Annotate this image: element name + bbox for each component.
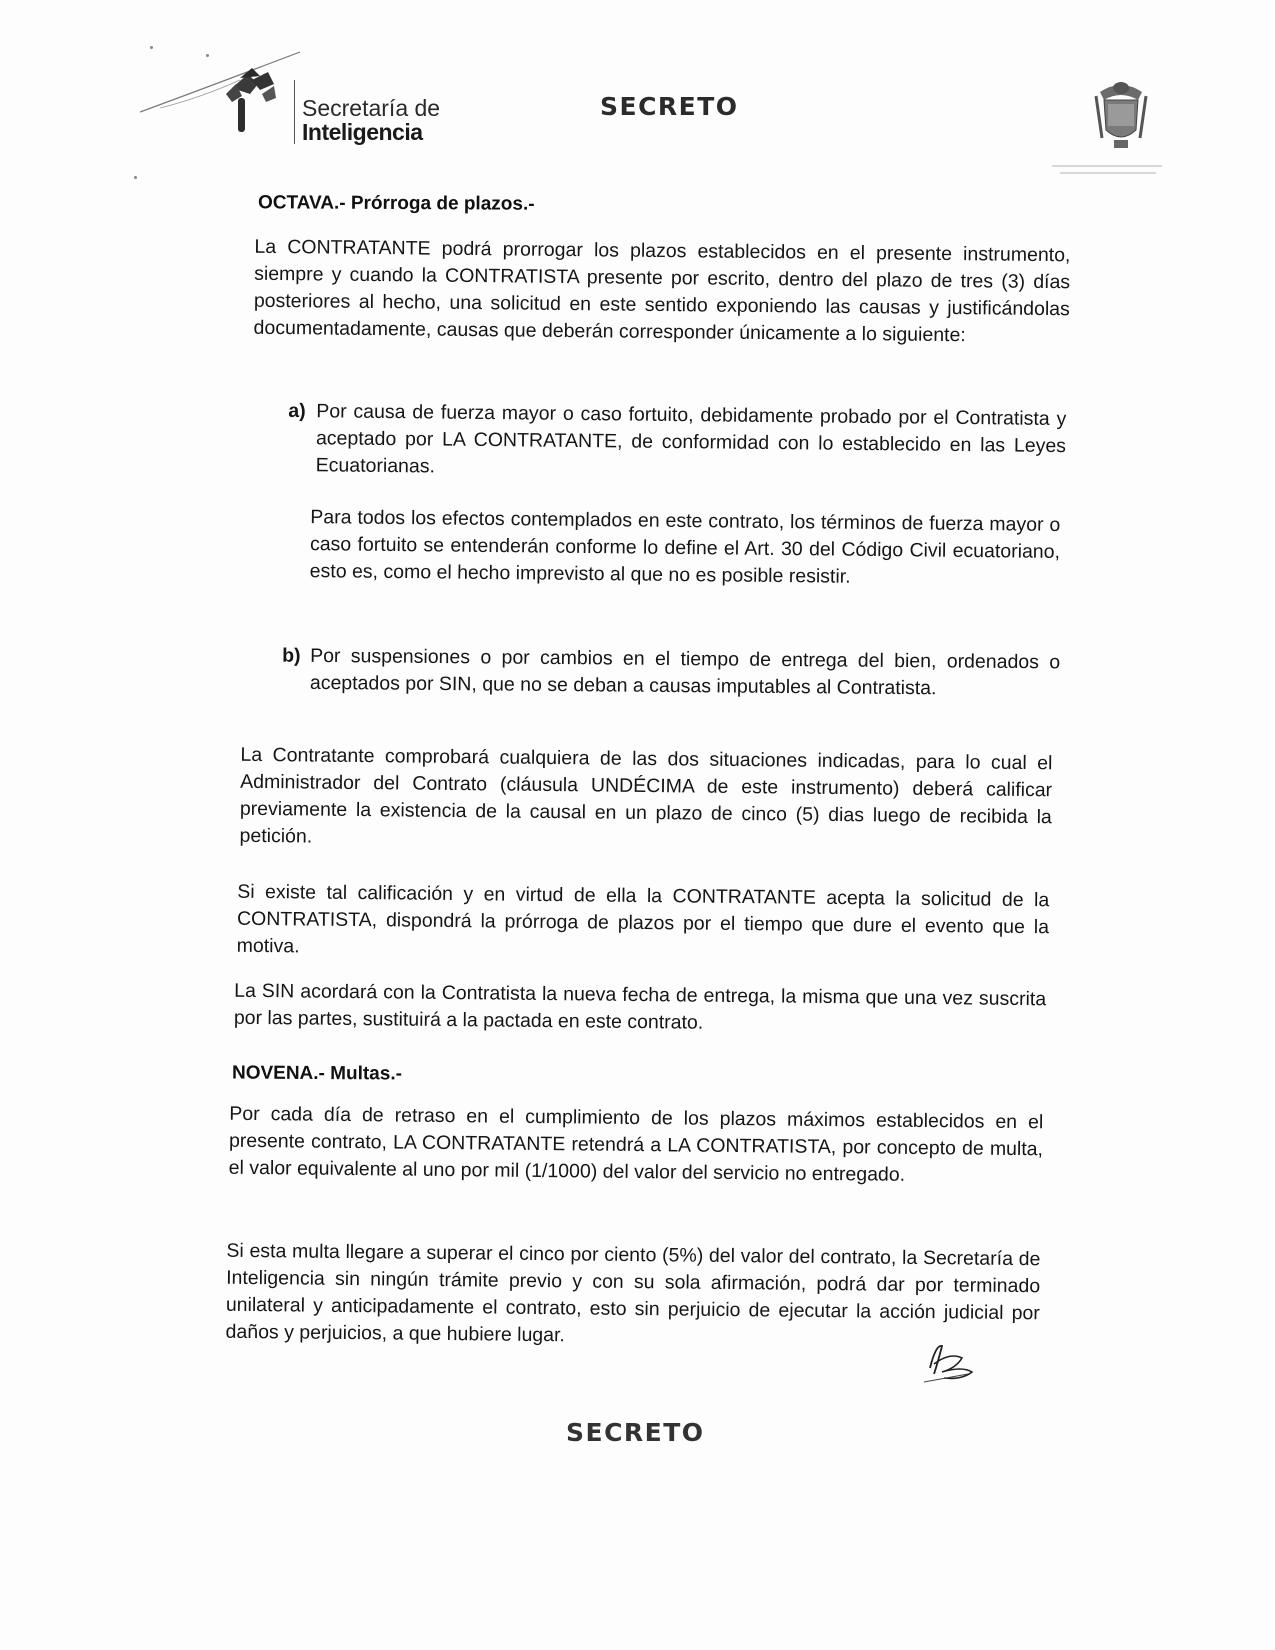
paragraph-new-date: La SIN acordará con la Contratista la nueva fecha de entrega, la misma que una vez suscrita por las partes, sustituirá a la pactada en este contrato. (233, 979, 1047, 1034)
list-item-a-text: Por causa de fuerza mayor o caso fortuito, debidamente probado por el Contratista y aceptado por LA CONTRATANTE, de conformidad con lo establecido en las Leyes Ecuatorianas. (315, 400, 1067, 478)
logo-line-inteligencia: Inteligencia (302, 119, 423, 146)
list-item-a (288, 398, 1067, 487)
footer-classification-stamp: SECRETO (566, 1418, 705, 1447)
list-item-b (282, 643, 1060, 704)
handwritten-initials-signature (922, 1338, 982, 1384)
paragraph-force-majeure-note: Para todos los efectos contemplados en este contrato, los términos de fuerza mayor o caso fortuito se entenderán conforme lo define el Art. 30 del Código Civil ecuatoriano, esto es, como el hecho imprevisto al que no es posible resistir. (309, 506, 1061, 588)
paragraph-terminate: Si esta multa llegare a superar el cinco por ciento (5%) del valor del contrato, la Secretaría de Inteligencia sin ningún trámite previo y con su sola afirmación, podrá dar por terminado unilateral y anticipadamente el contrato, esto sin perjuicio de ejecutar la acción judicial por daños y perjuicios, a que hubiere lugar. (225, 1239, 1041, 1347)
paragraph-octava-intro: La CONTRATANTE podrá prorrogar los plazos establecidos en el presente instrumento, siempre y cuando la CONTRATISTA presente por escrito, dentro del plazo de tres (3) días posteriores al hecho, una solicitud en este sentido exponiendo las causas y justificándolas documentadamente, causas que deberán corresponder únicamente a lo siguiente: (253, 235, 1071, 347)
section-heading-novena: NOVENA.- Multas.- (231, 1062, 403, 1085)
list-item-b-text: Por suspensiones o por cambios en el tiempo de entrega del bien, ordenados o aceptados por SIN, que no se deban a causas imputables al Contratista. (309, 644, 1061, 700)
list-marker-b: b) (282, 644, 301, 667)
header-classification-stamp: SECRETO (600, 92, 739, 121)
paragraph-accept: Si existe tal calificación y en virtud de ella la CONTRATANTE acepta la solicitud de la CONTRATISTA, dispondrá la prórroga de plazos por el tiempo que dure el evento que la motiva. (236, 880, 1050, 958)
list-marker-a: a) (288, 399, 306, 423)
paragraph-verify: La Contratante comprobará cualquiera de las dos situaciones indicadas, para lo cual el Administrador del Contrato (cláusula UNDÉCIMA de este instrumento) deberá calificar previamente la existencia de la causal en un plazo de cinco (5) dias luego de recibida la petición. (239, 743, 1053, 848)
paragraph-fine: Por cada día de retraso en el cumplimiento de los plazos máximos establecidos en el presente contrato, LA CONTRATANTE retendrá a LA CONTRATISTA, por concepto de multa, el valor equivalente al uno por mil (1/1000) del valor del servicio no entregado. (228, 1102, 1044, 1186)
logo-line-secretaria: Secretaría de (302, 95, 441, 121)
section-heading-octava: OCTAVA.- Prórroga de plazos.- (257, 192, 535, 215)
